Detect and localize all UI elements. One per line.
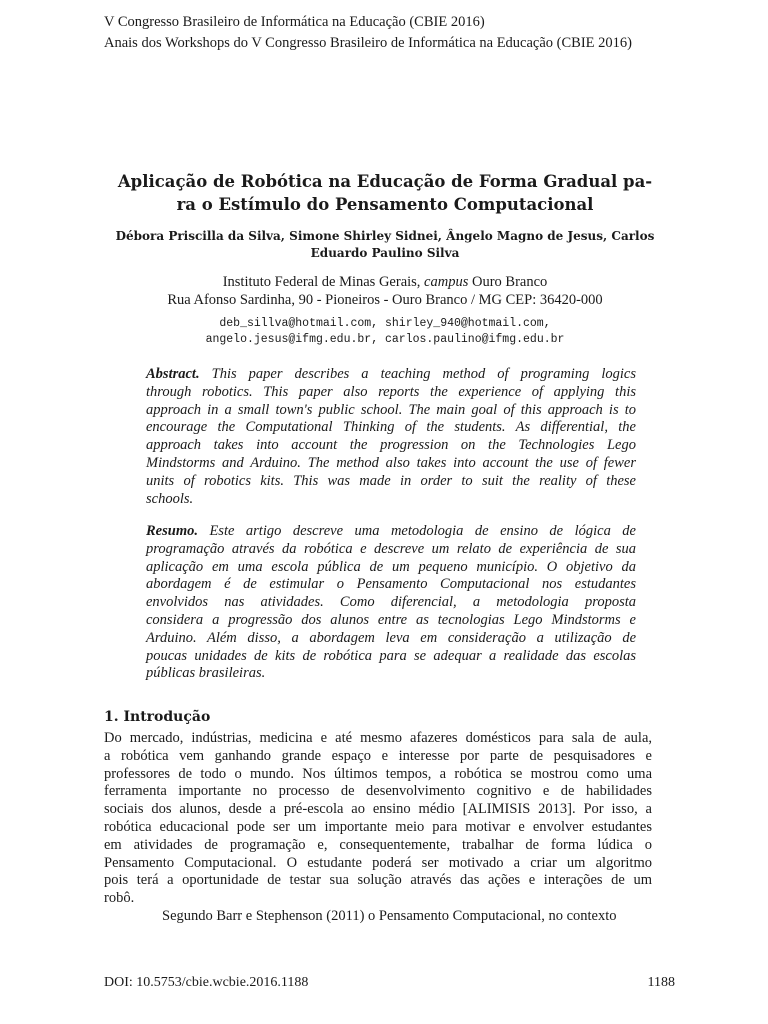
email-list bbox=[100, 316, 670, 348]
abstract-line: schools. bbox=[146, 490, 194, 507]
abstract-english bbox=[146, 366, 636, 508]
institution-line bbox=[100, 273, 670, 291]
body-line: Pensamento Computacional. O estudante poderá ser motivado a criar um algoritmo bbox=[104, 854, 652, 871]
header-line-1: V Congresso Brasileiro de Informática na Educação (CBIE 2016) bbox=[104, 14, 485, 30]
body-line: professores de todo o mundo. Nos últimos tempos, a robótica se mostrou como uma bbox=[104, 765, 652, 782]
campus-word: campus bbox=[424, 274, 469, 290]
body-line: robótica educacional pode ser um importante meio para motivar e envolver estudantes bbox=[104, 818, 652, 835]
paper-title bbox=[100, 170, 670, 216]
resumo-label: Resumo. bbox=[146, 523, 198, 539]
resumo-line: Arduino. Além disso, a abordagem leva em consideração a utilização de bbox=[146, 629, 636, 646]
doi-footer: DOI: 10.5753/cbie.wcbie.2016.1188 bbox=[104, 975, 309, 990]
page-number: 1188 bbox=[647, 975, 675, 990]
institution-name: Instituto Federal de Minas Gerais, bbox=[222, 274, 421, 290]
body-line: Segundo Barr e Stephenson (2011) o Pensamento Computacional, no contexto bbox=[162, 907, 617, 924]
abstract-portuguese bbox=[146, 523, 636, 683]
resumo-first-line-text: Este artigo descreve uma metodologia de ensino de lógica de bbox=[209, 523, 636, 539]
abstract-label: Abstract. bbox=[146, 366, 200, 382]
title-line-2: ra o Estímulo do Pensamento Computacional bbox=[176, 195, 594, 214]
body-line: ferramenta importante no processo de desenvolvimento cognitivo e de habilidades bbox=[104, 783, 652, 800]
authors-line-1: Débora Priscilla da Silva, Simone Shirley Sidnei, Ângelo Magno de Jesus, Carlos bbox=[115, 229, 655, 243]
abstract-line: approach takes into account the progression on the Technologies Lego bbox=[146, 437, 636, 454]
abstract-line: through robotics. This paper also reports the experience of applying this bbox=[146, 383, 636, 400]
abstract-line: encourage the Computational Thinking of the students. As differential, the bbox=[146, 419, 636, 436]
body-line: robô. bbox=[104, 890, 135, 907]
body-line: em atividades de programação e, consequentemente, trabalhar de forma lúdica o bbox=[104, 836, 652, 853]
section-heading: 1. Introdução bbox=[104, 709, 211, 725]
emails-line-1: deb_sillva@hotmail.com, shirley_940@hotmail.com, bbox=[219, 317, 551, 330]
campus-name: Ouro Branco bbox=[471, 274, 548, 290]
body-line: pois terá a oportunidade de testar sua solução através das ações e interações de um bbox=[104, 872, 652, 889]
section-body bbox=[104, 730, 652, 926]
abstract-line bbox=[146, 366, 636, 384]
affiliation bbox=[100, 273, 670, 309]
resumo-line: programação através da robótica e descreve um relato de experiência de sua bbox=[146, 540, 636, 557]
resumo-line: abordagem é de estimular o Pensamento Computacional nos estudantes bbox=[146, 576, 636, 593]
running-header bbox=[104, 12, 632, 54]
header-line-2: Anais dos Workshops do V Congresso Brasileiro de Informática na Educação (CBIE 2016) bbox=[104, 35, 632, 51]
authors-line-2: Eduardo Paulino Silva bbox=[310, 246, 460, 260]
emails-line-2: angelo.jesus@ifmg.edu.br, carlos.paulino@ifmg.edu.br bbox=[205, 333, 565, 346]
body-line: a robótica vem ganhando grande espaço e interesse por parte de pesquisadores e bbox=[104, 747, 652, 764]
body-line: Do mercado, indústrias, medicina e até mesmo afazeres domésticos para sala de aula, bbox=[104, 730, 652, 746]
body-line: sociais dos alunos, desde a pré-escola ao ensino médio [ALIMISIS 2013]. Por isso, a bbox=[104, 801, 652, 818]
abstract-first-line-text: This paper describes a teaching method of programing logics bbox=[211, 366, 637, 382]
resumo-line: considera a progressão dos alunos entre as tecnologias Lego Mindstorms e bbox=[146, 611, 636, 628]
resumo-line: aplicação em uma escola pública de um pequeno município. O objetivo da bbox=[146, 558, 636, 575]
resumo-line: poucas unidades de kits de robótica para se adequar a realidade das escolas bbox=[146, 647, 636, 664]
abstract-line: Mindstorms and Arduino. The method also takes into account the use of fewer bbox=[146, 454, 636, 471]
abstract-line: approach in a small town's public school. The main goal of this approach is to bbox=[146, 401, 636, 418]
resumo-line: públicas brasileiras. bbox=[146, 665, 266, 682]
address-line: Rua Afonso Sardinha, 90 - Pioneiros - Ouro Branco / MG CEP: 36420-000 bbox=[167, 292, 603, 308]
resumo-line: envolvidos nas atividades. Como diferencial, a metodologia proposta bbox=[146, 594, 636, 611]
abstract-line: units of robotics kits. This was made in order to suit the reality of these bbox=[146, 472, 636, 489]
title-line-1: Aplicação de Robótica na Educação de Forma Gradual pa- bbox=[117, 172, 653, 191]
resumo-line bbox=[146, 523, 636, 541]
author-list bbox=[100, 228, 670, 262]
